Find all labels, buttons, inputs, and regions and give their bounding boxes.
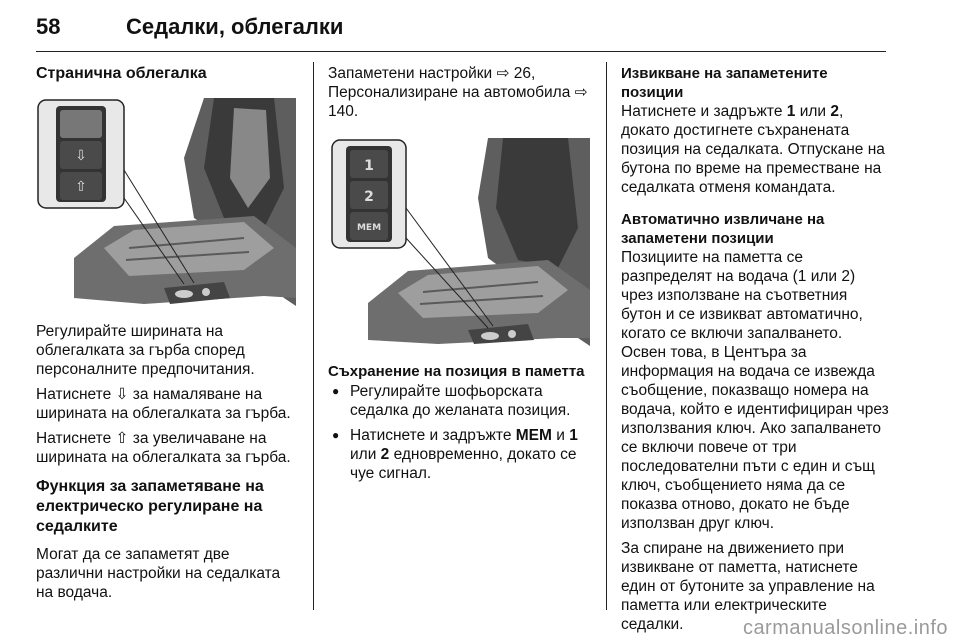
section-heading-store-position: Съхранение на позиция в паметта bbox=[328, 363, 585, 380]
section-heading-auto-recall: Автоматично извличане на запаметени позиции bbox=[621, 211, 825, 247]
paragraph-adjust-width: Регулирайте ширината на облегалката за гърба според персоналните предпочитания. bbox=[36, 323, 255, 378]
mem-button-ref: MEM bbox=[515, 427, 552, 444]
memory-mem-label: MEM bbox=[356, 223, 382, 233]
seat-increase-icon: ⇧ bbox=[75, 179, 87, 195]
page-header bbox=[36, 6, 886, 52]
bullet-press-mem: ● Натиснете и задръжте MEM и 1 или 2 едновременно, докато се чуе сигнал. bbox=[328, 426, 593, 483]
bullet-adjust-seat: ● Регулирайте шофьорската седалка до желаната позиция. bbox=[328, 382, 593, 420]
paragraph-increase-width: Натиснете ⇧ за увеличаване на ширината на облегалката за гърба. bbox=[36, 430, 291, 466]
section-heading-memory-function: Функция за запаметяване на електрическо регулиране на седалките bbox=[36, 478, 264, 535]
button-1-ref: 1 bbox=[569, 427, 578, 444]
paragraph-saved-settings-ref: Запаметени настройки ⇨ 26, Персонализиране на автомобила ⇨ 140. bbox=[328, 65, 588, 120]
memory-buttons-illustration bbox=[328, 138, 590, 346]
memory-1-label: 1 bbox=[364, 158, 374, 174]
column-divider bbox=[606, 62, 607, 610]
seat-decrease-icon: ⇩ bbox=[75, 148, 87, 164]
section-heading-side-bolster: Странична облегалка bbox=[36, 65, 207, 82]
paragraph-stop-movement: За спиране на движението при извикване от паметта, натиснете един от бутоните за управление на паметта или електрическите седалки. bbox=[621, 540, 875, 633]
seat-bolster-illustration bbox=[34, 98, 296, 306]
memory-2-label: 2 bbox=[364, 189, 374, 205]
paragraph-recall: Натиснете и задръжте 1 или 2, докато достигнете съхранената позиция на седалката. Отпускане на бутона по време на преместване на седалката отменя командата. bbox=[621, 103, 885, 196]
section-heading-recall-positions: Извикване на запаметените позиции bbox=[621, 65, 828, 101]
column-divider bbox=[313, 62, 314, 610]
page-number: 58 bbox=[36, 14, 61, 39]
paragraph-two-settings: Могат да се запаметят две различни настройки на седалката на водача. bbox=[36, 546, 281, 601]
watermark: carmanualsonline.info bbox=[742, 617, 948, 639]
paragraph-decrease-width: Натиснете ⇩ за намаляване на ширината на облегалката за гърба. bbox=[36, 386, 291, 422]
button-2-ref: 2 bbox=[380, 446, 390, 463]
page-title: Седалки, облегалки bbox=[126, 14, 344, 39]
paragraph-auto-recall: Позициите на паметта се разпределят на водача (1 или 2) чрез използване на съответния бутон и се извикват автоматично, когато се включи запалването. Освен това, в Центъра за информация на водача се извежда съобщение, показващо номера на водача, който е идентифициран чрез използвания ключ. Ако запалването се включи повече от три последователни пъти с един и същ ключ, съобщението няма да се показва отново, докато не бъде използван друг ключ. bbox=[621, 249, 889, 532]
